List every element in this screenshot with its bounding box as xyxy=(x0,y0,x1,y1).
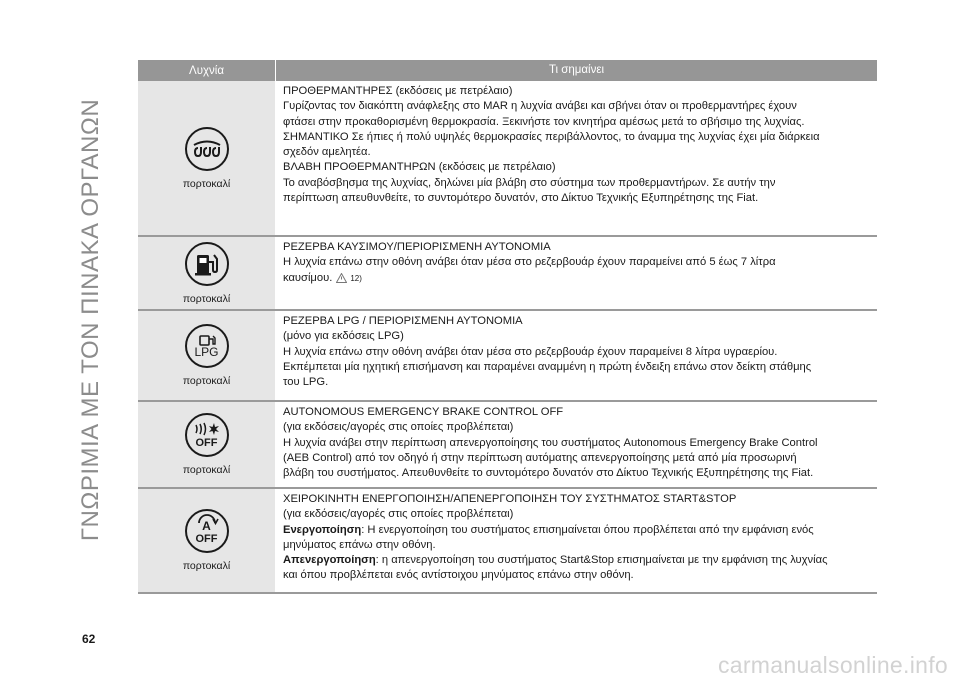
meaning-line: ΒΛΑΒΗ ΠΡΟΘΕΡΜΑΝΤΗΡΩΝ (εκδόσεις με πετρέλαιο) xyxy=(283,161,556,174)
meaning-line: φτάσει στην προκαθορισμένη θερμοκρασία. Ξεκινήστε τον κινητήρα αμέσως μετά το σβήσιμο της λυχνίας. xyxy=(283,115,805,128)
meaning-text: : η απενεργοποίηση του συστήματος Start&Stop επισημαίνεται με την εμφάνιση της λυχνίας xyxy=(375,554,828,567)
meaning-line: Το αναβόσβησμα της λυχνίας, δηλώνει μία βλάβη στο σύστημα των προθερμαντήρων. Σε αυτήν την xyxy=(283,176,776,189)
lpg-tank-icon xyxy=(185,324,229,368)
meaning-line: AUTONOMOUS EMERGENCY BRAKE CONTROL OFF xyxy=(283,406,564,418)
lamp-color-label: πορτοκαλί xyxy=(182,292,231,305)
start-stop-off-icon xyxy=(185,509,229,553)
meaning-line xyxy=(283,271,877,288)
meaning-line: και όπου προβλέπεται ενός αντίστοιχου μηνύματος επάνω στην οθόνη. xyxy=(283,569,634,582)
collision-warning-off-icon xyxy=(185,413,229,457)
start-stop-off-text: OFF xyxy=(195,532,218,545)
meaning-line: (AEB Control) από τον οδηγό ή στην περίπτωση αυτόματης απενεργοποίησης μετά από μία προσωρινή xyxy=(283,451,797,464)
lamp-cell xyxy=(138,237,275,309)
watermark: carmanualsonline.info xyxy=(717,652,948,678)
meaning-line: σχεδόν αμελητέα. xyxy=(283,146,371,159)
glow-plug-icon xyxy=(185,127,229,171)
table-row xyxy=(138,237,877,311)
table-header xyxy=(138,60,877,81)
meaning-text: καυσίμου. xyxy=(283,271,333,284)
lamp-cell xyxy=(138,402,275,487)
meaning-line: ΧΕΙΡΟΚΙΝΗΤΗ ΕΝΕΡΓΟΠΟΙΗΣΗ/ΑΠΕΝΕΡΓΟΠΟΙΗΣΗ ΤΟΥ ΣΥΣΤΗΜΑΤΟΣ START&STOP xyxy=(283,493,737,505)
meaning-line xyxy=(283,523,877,538)
lpg-icon-text: LPG xyxy=(194,345,219,359)
meaning-line: Η λυχνία επάνω στην οθόνη ανάβει όταν μέσα στο ρεζερβουάρ έχουν παραμείνει 8 λίτρα υγραερίου. xyxy=(283,345,778,358)
meaning-line: ΣΗΜΑΝΤΙΚΟ Σε ήπιες ή πολύ υψηλές θερμοκρασίες περιβάλλοντος, το άναμμα της λυχνίας έχει μία διάρκεια xyxy=(283,130,820,143)
lamp-cell xyxy=(138,489,275,592)
note-reference: 12) xyxy=(350,273,362,283)
aeb-off-text: OFF xyxy=(195,437,218,449)
meaning-line: ΠΡΟΘΕΡΜΑΝΤΗΡΕΣ (εκδόσεις με πετρέλαιο) xyxy=(283,85,513,97)
page-number: 62 xyxy=(82,632,96,646)
activation-term: Ενεργοποίηση xyxy=(283,523,362,536)
meaning-cell xyxy=(275,81,877,235)
meaning-line: Εκπέμπεται μία ηχητική επισήμανση και παραμένει αναμμένη η πρώτη ένδειξη επάνω στον δείκτη στάθμης xyxy=(283,360,812,373)
lamp-color-label: πορτοκαλί xyxy=(182,560,231,572)
meaning-cell xyxy=(275,402,877,487)
meaning-line: του LPG. xyxy=(283,376,329,389)
lamp-cell xyxy=(138,311,275,400)
lamp-color-label: πορτοκαλί xyxy=(182,375,231,387)
meaning-line: ΡΕΖΕΡΒΑ LPG / ΠΕΡΙΟΡΙΣΜΕΝΗ ΑΥΤΟΝΟΜΙΑ xyxy=(283,315,523,327)
auto-letter: A xyxy=(202,518,211,533)
header-lamp: Λυχνία xyxy=(189,64,224,77)
meaning-line: (για εκδόσεις/αγορές στις οποίες προβλέπεται) xyxy=(283,421,514,434)
meaning-cell xyxy=(275,237,877,309)
meaning-line: βλάβη του συστήματος. Απευθυνθείτε το συντομότερο δυνατόν στο Δίκτυο Τεχνικής Εξυπηρέτησης της Fiat. xyxy=(283,467,814,480)
meaning-text: : Η ενεργοποίηση του συστήματος επισημαίνεται όπου προβλέπεται από την εμφάνιση ενός xyxy=(361,523,814,536)
meaning-cell xyxy=(275,489,877,592)
table-row xyxy=(138,81,877,237)
meaning-line: περίπτωση απευθυνθείτε, το συντομότερο δυνατόν, στο Δίκτυο Τεχνικής Εξυπηρέτησης της Fiat. xyxy=(283,192,759,205)
lamp-cell xyxy=(138,81,275,235)
meaning-line: Γυρίζοντας τον διακόπτη ανάφλεξης στο MAR η λυχνία ανάβει και σβήνει όταν οι προθερμαντήρες έχουν xyxy=(283,100,797,113)
meaning-cell xyxy=(275,311,877,400)
fuel-pump-icon xyxy=(185,242,229,286)
table-row xyxy=(138,489,877,594)
meaning-line: Η λυχνία ανάβει στην περίπτωση απενεργοποίησης του συστήματος Autonomous Emergency Brake Control xyxy=(283,436,818,449)
meaning-line: (για εκδόσεις/αγορές στις οποίες προβλέπεται) xyxy=(283,508,514,521)
deactivation-term: Απενεργοποίηση xyxy=(283,554,376,567)
header-meaning: Τι σημαίνει xyxy=(275,60,877,81)
warning-triangle-icon xyxy=(336,273,347,288)
table-row xyxy=(138,311,877,402)
meaning-line: μηνύματος επάνω στην οθόνη. xyxy=(283,538,436,551)
table-row xyxy=(138,402,877,489)
warning-lights-table xyxy=(138,60,877,594)
meaning-line: (μόνο για εκδόσεις LPG) xyxy=(283,330,404,343)
side-section-title: ΓΝΩΡΙΜΙΑ ΜΕ ΤΟΝ ΠΙΝΑΚΑ ΟΡΓΑΝΩΝ xyxy=(77,98,104,542)
meaning-line xyxy=(283,553,877,568)
meaning-line: ΡΕΖΕΡΒΑ ΚΑΥΣΙΜΟΥ/ΠΕΡΙΟΡΙΣΜΕΝΗ ΑΥΤΟΝΟΜΙΑ xyxy=(283,241,551,253)
meaning-line: Η λυχνία επάνω στην οθόνη ανάβει όταν μέσα στο ρεζερβουάρ έχουν παραμείνει από 5 έως 7 λίτρα xyxy=(283,256,776,269)
lamp-color-label: πορτοκαλί xyxy=(182,177,231,190)
lamp-color-label: πορτοκαλί xyxy=(182,464,231,476)
